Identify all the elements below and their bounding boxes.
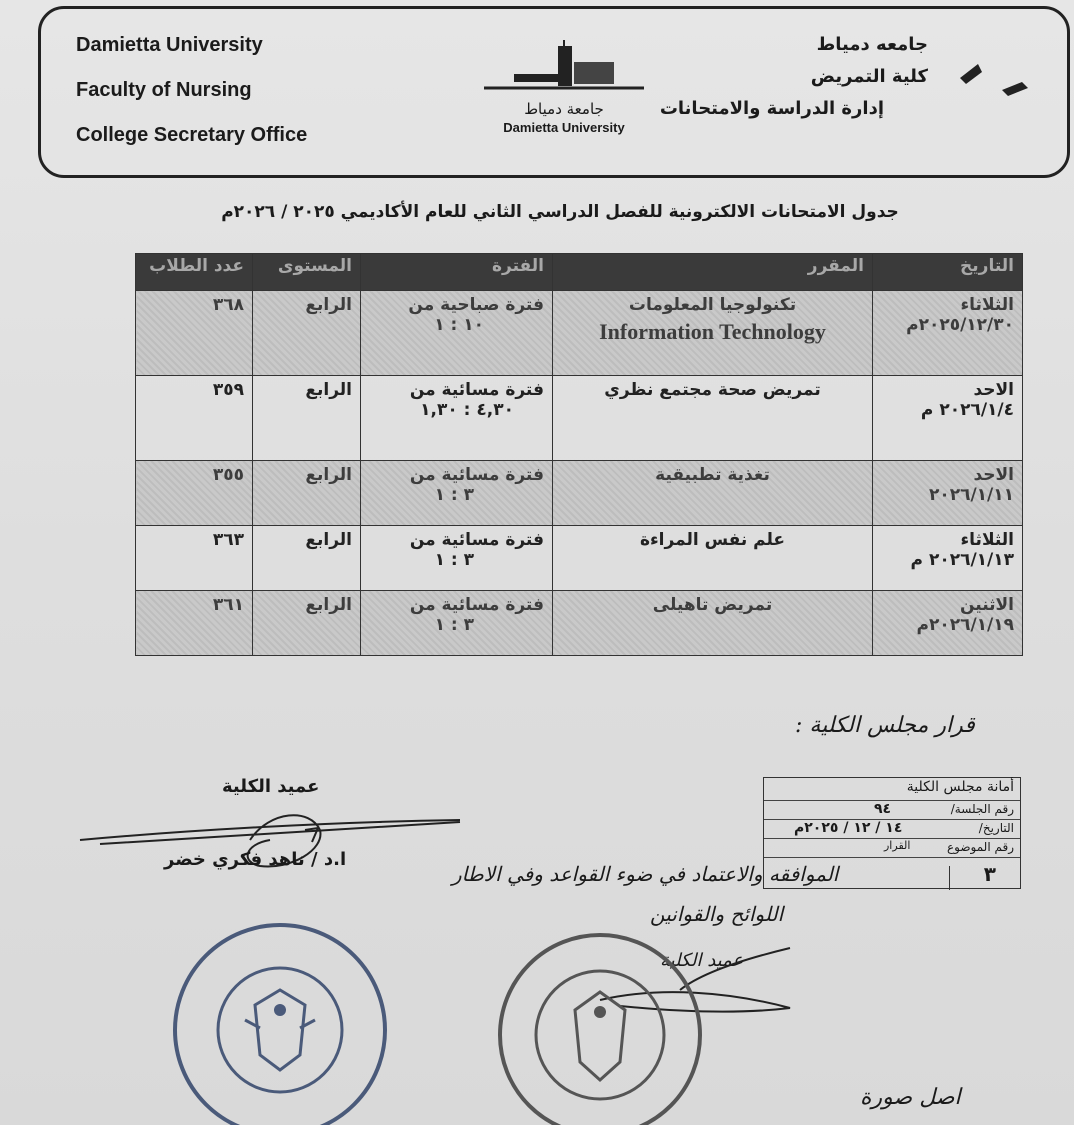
cell-students: ٣٦٨ (136, 291, 253, 376)
period-label: فترة مسائية من (409, 530, 544, 550)
period-time: ٤,٣٠ : ١,٣٠ (420, 400, 514, 420)
period-label: فترة مسائية من (409, 465, 544, 485)
period-label: فترة مسائية من (409, 595, 544, 615)
exam-day: الاحد (973, 380, 1014, 400)
exam-schedule-table (135, 253, 1023, 656)
cell-course: علم نفس المراءة (553, 526, 873, 591)
exam-day: الاحد (973, 465, 1014, 485)
exam-date: ٢٠٢٦/١/١٩م (916, 615, 1014, 635)
exam-day: الثلاثاء (960, 530, 1014, 550)
cell-level: الرابع (253, 376, 361, 461)
table-row (136, 526, 1023, 591)
stamp-session-label: رقم الجلسة/ (950, 802, 1014, 816)
true-copy-note: اصل صورة (860, 1085, 961, 1110)
cell-level: الرابع (253, 291, 361, 376)
stamp-session-value: ٩٤ (874, 801, 892, 817)
stamp-decision-label: القرار (884, 839, 911, 852)
period-label: فترة صباحية من (408, 295, 544, 315)
table-header-row (136, 254, 1023, 291)
table-row (136, 591, 1023, 656)
stamp-date-label: التاريخ/ (978, 821, 1014, 835)
cell-date (873, 376, 1023, 461)
cell-date (873, 526, 1023, 591)
university-logo (474, 40, 654, 140)
exam-date: ٢٠٢٦/١/١٣ م (910, 550, 1014, 570)
council-signed: عميد الكلية (660, 950, 744, 971)
stamp-title: أمانة مجلس الكلية (906, 779, 1014, 795)
cell-period (361, 291, 553, 376)
stamp-topic-row (764, 839, 1020, 858)
en-office-name: College Secretary Office (76, 124, 308, 146)
college-seal-icon (490, 920, 710, 1125)
course-name: تكنولوجيا المعلومات (628, 295, 797, 315)
stamp-session-row (764, 801, 1020, 820)
exam-day: الثلاثاء (960, 295, 1014, 315)
logo-building-icon (474, 40, 654, 104)
header-course: المقرر (553, 254, 873, 291)
period-time: ٣ : ١ (434, 485, 474, 505)
cell-period (361, 461, 553, 526)
ar-office-name: إدارة الدراسة والامتحانات (659, 98, 884, 119)
stamp-topic-label: رقم الموضوع (946, 840, 1014, 854)
stamp-topic-value: ٣ (983, 862, 996, 886)
period-time: ٣ : ١ (434, 550, 474, 570)
council-heading: قرار مجلس الكلية : (795, 713, 975, 738)
dean-name: ا.د / ناهد فكري خضر (164, 849, 347, 870)
document-title: جدول الامتحانات الالكترونية للفصل الدراسي الثاني للعام الأكاديمي ٢٠٢٥ / ٢٠٢٦م (221, 202, 899, 222)
header-period: الفترة (361, 254, 553, 291)
period-time: ٣ : ١ (434, 615, 474, 635)
cell-period (361, 376, 553, 461)
dean-title: عميد الكلية (222, 776, 320, 797)
table-row (136, 461, 1023, 526)
cell-course: تمريض صحة مجتمع نظري (553, 376, 873, 461)
cell-date (873, 291, 1023, 376)
logo-english-text: Damietta University (503, 120, 625, 135)
en-university-name: Damietta University (76, 34, 263, 56)
cell-period (361, 526, 553, 591)
cell-period (361, 591, 553, 656)
exam-date: ٢٠٢٦/١/٤ م (920, 400, 1014, 420)
ar-faculty-name: كلية التمريض (810, 66, 928, 87)
cell-students: ٣٥٥ (136, 461, 253, 526)
ar-university-name: جامعه دمياط (816, 34, 928, 55)
stamp-date-value: ١٤ / ١٢ / ٢٠٢٥م (794, 820, 903, 836)
cell-level: الرابع (253, 591, 361, 656)
period-time: ١٠ : ١ (434, 315, 484, 335)
logo-arabic-text: جامعة دمياط (524, 100, 604, 118)
cell-students: ٣٦١ (136, 591, 253, 656)
table-row (136, 376, 1023, 461)
header-date: التاريخ (873, 254, 1023, 291)
exam-date: ٢٠٢٥/١٢/٣٠م (906, 315, 1014, 335)
cell-date (873, 591, 1023, 656)
council-decision-text: الموافقه والاعتماد في ضوء القواعد وفي الاطار (452, 862, 839, 886)
table-row (136, 291, 1023, 376)
stamp-date-row (764, 820, 1020, 839)
council-decision-text-2: اللوائح والقوانين (650, 902, 784, 926)
en-faculty-name: Faculty of Nursing (76, 79, 252, 101)
cell-level: الرابع (253, 461, 361, 526)
cell-level: الرابع (253, 526, 361, 591)
header-level: المستوى (253, 254, 361, 291)
exam-day: الاثنين (959, 595, 1014, 615)
cell-date (873, 461, 1023, 526)
exam-date: ٢٠٢٦/١/١١ (928, 485, 1014, 505)
period-label: فترة مسائية من (409, 380, 544, 400)
cell-students: ٣٥٩ (136, 376, 253, 461)
stamp-title-row (764, 778, 1020, 801)
faculty-seal-icon (160, 910, 400, 1125)
stamp-divider (949, 866, 950, 890)
course-name-en: Information Technology (599, 319, 826, 344)
cell-course: تغذية تطبيقية (553, 461, 873, 526)
cell-course: تمريض تاهيلى (553, 591, 873, 656)
cell-students: ٣٦٣ (136, 526, 253, 591)
cell-course (553, 291, 873, 376)
header-mark-icon (952, 58, 1042, 98)
header-students: عدد الطلاب (136, 254, 253, 291)
